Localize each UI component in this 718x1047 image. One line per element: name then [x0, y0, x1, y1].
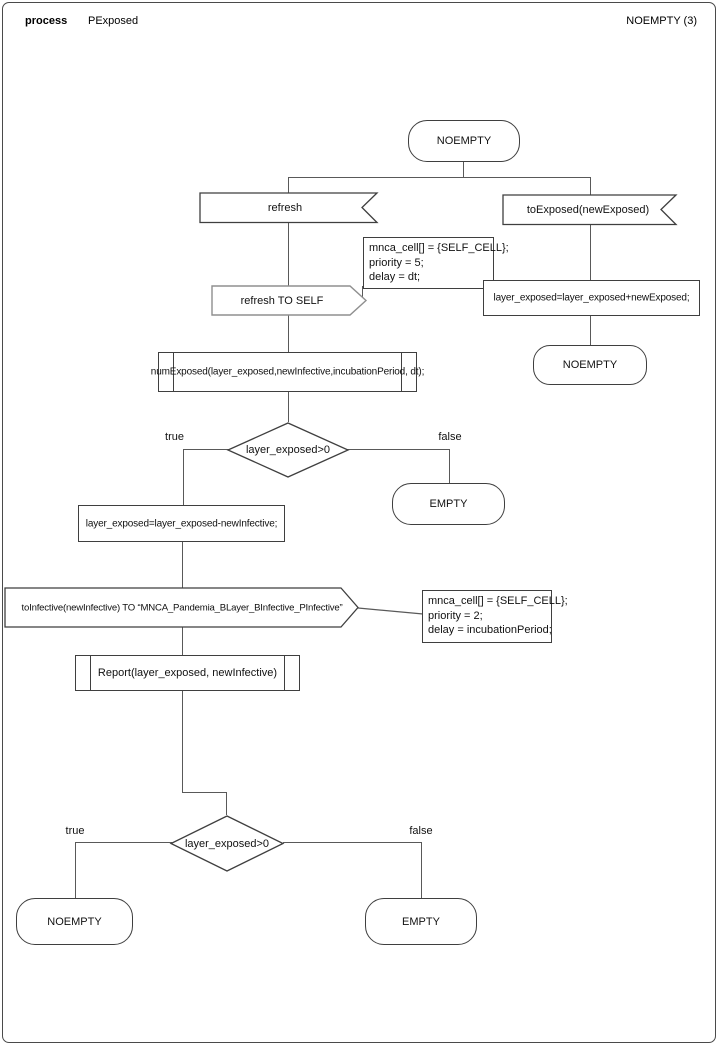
send-label: refresh TO SELF: [240, 294, 324, 307]
action-label: layer_exposed=layer_exposed-newInfective;: [85, 518, 278, 529]
connector: [226, 792, 227, 815]
connector: [590, 177, 591, 195]
state-label: NOEMPTY: [47, 915, 102, 928]
note-line: delay = dt;: [369, 271, 421, 283]
connector: [288, 392, 289, 422]
connector: [182, 690, 183, 792]
note-line: priority = 5;: [369, 256, 424, 269]
state-noempty-right[interactable]: [533, 345, 647, 385]
procedure-bar: [284, 655, 285, 691]
state-empty-mid[interactable]: [392, 483, 505, 525]
connector: [449, 449, 450, 483]
action-label: layer_exposed=layer_exposed+newExposed;: [493, 292, 690, 304]
branch-true-label: true: [65, 825, 85, 837]
state-label: EMPTY: [429, 498, 468, 510]
branch-true-label: true: [165, 431, 184, 443]
send-refresh-to-self[interactable]: [211, 285, 368, 316]
note-line: mnca_cell[] = {SELF_CELL};: [369, 242, 509, 254]
connector: [288, 177, 591, 178]
procedure-label: Report(layer_exposed, newInfective): [97, 667, 278, 679]
decision-layer-exposed-2[interactable]: [169, 814, 285, 873]
procedure-report[interactable]: [75, 655, 300, 691]
connector: [590, 316, 591, 345]
connector: [182, 627, 183, 655]
connector: [283, 842, 422, 843]
header-doc-name: PExposed: [88, 15, 139, 27]
action-subtract-infective[interactable]: [78, 505, 285, 542]
receive-refresh[interactable]: [199, 192, 379, 224]
branch-false-label: false: [438, 431, 462, 443]
note-infective-delay[interactable]: [422, 590, 568, 643]
decision-condition: layer_exposed>0: [245, 444, 331, 456]
connector: [590, 224, 591, 280]
connector: [182, 792, 227, 793]
state-empty-bottom[interactable]: [365, 898, 477, 945]
procedure-bar: [90, 655, 91, 691]
state-noempty-bottom[interactable]: [16, 898, 133, 945]
receive-to-exposed[interactable]: [502, 194, 678, 226]
state-noempty-start[interactable]: [408, 120, 520, 162]
connector: [75, 842, 172, 843]
connector: [421, 842, 422, 898]
connector: [288, 222, 289, 286]
state-label: NOEMPTY: [562, 359, 618, 371]
state-label: EMPTY: [402, 915, 440, 928]
decision-condition: layer_exposed>0: [184, 837, 270, 850]
header-state-ref: NOEMPTY (3): [626, 15, 697, 27]
connector: [75, 842, 76, 899]
connector: [288, 314, 289, 352]
note-line: mnca_cell[] = {SELF_CELL};: [428, 595, 568, 607]
send-label: toInfective(newInfective) TO “MNCA_Pandemia_BLayer_BInfective_PInfective”: [21, 602, 343, 613]
connector: [347, 449, 450, 450]
connector: [463, 162, 464, 177]
receive-label: refresh: [267, 202, 303, 214]
action-add-exposed[interactable]: [483, 280, 700, 316]
header-doc-type: process: [25, 15, 68, 27]
state-label: NOEMPTY: [436, 135, 492, 147]
procedure-label: numExposed(layer_exposed,newInfective,incubationPeriod, dt);: [150, 366, 425, 378]
connector: [288, 177, 289, 193]
connector: [182, 542, 183, 588]
procedure-num-exposed[interactable]: [150, 352, 425, 392]
note-line: delay = incubationPeriod;: [428, 624, 552, 636]
note-refresh-delay[interactable]: [363, 237, 509, 289]
note-connector: [356, 604, 426, 618]
note-line: priority = 2;: [428, 609, 483, 622]
receive-label: toExposed(newExposed): [526, 204, 650, 216]
decision-layer-exposed-1[interactable]: [226, 421, 350, 479]
branch-false-label: false: [409, 825, 433, 837]
connector: [183, 449, 229, 450]
connector: [183, 449, 184, 505]
send-to-infective[interactable]: [4, 587, 360, 628]
